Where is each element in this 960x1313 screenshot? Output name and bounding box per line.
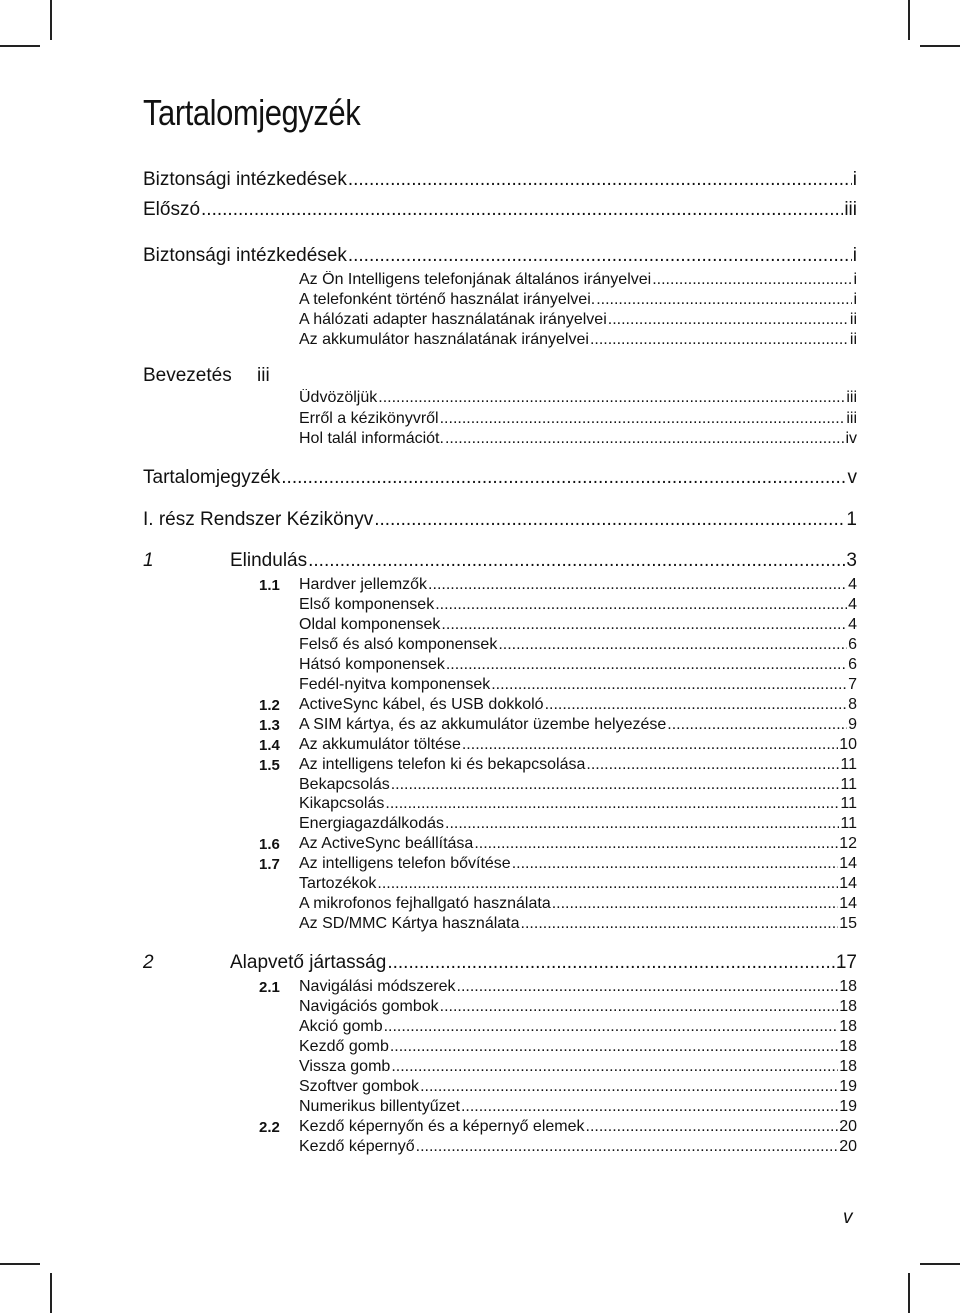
toc-entry-page: 6 bbox=[848, 635, 857, 653]
dot-leader bbox=[608, 311, 849, 329]
toc-entry-label: Az akkumulátor töltése bbox=[299, 735, 461, 753]
dot-leader bbox=[445, 815, 839, 833]
dot-leader bbox=[387, 952, 835, 974]
toc-subentry[interactable] bbox=[299, 978, 857, 996]
toc-entry-label: I. rész Rendszer Kézikönyv bbox=[143, 509, 374, 530]
toc-subentry[interactable] bbox=[299, 1138, 857, 1156]
dot-leader bbox=[596, 291, 852, 309]
toc-entry-label: Oldal komponensek bbox=[299, 615, 441, 633]
dot-leader bbox=[348, 169, 852, 191]
toc-subentry[interactable] bbox=[299, 676, 857, 694]
dot-leader bbox=[457, 978, 839, 996]
dot-leader bbox=[308, 550, 845, 572]
toc-subentry[interactable] bbox=[299, 1058, 857, 1076]
section-number: 1.3 bbox=[259, 716, 280, 734]
crop-mark bbox=[50, 1273, 52, 1313]
toc-chapter[interactable] bbox=[230, 952, 857, 974]
crop-mark bbox=[920, 45, 960, 47]
toc-entry-label: ActiveSync kábel, és USB dokkoló bbox=[299, 695, 544, 713]
toc-entry-page: 18 bbox=[839, 978, 857, 995]
dot-leader bbox=[201, 199, 843, 221]
toc-subentry[interactable] bbox=[299, 410, 857, 428]
toc-entry-label: A hálózati adapter használatának irányelvei bbox=[299, 311, 607, 328]
toc-entry-page: v bbox=[847, 467, 857, 488]
toc-subentry[interactable] bbox=[299, 1018, 857, 1036]
toc-entry-label: Erről a kézikönyvről bbox=[299, 410, 439, 427]
toc-entry-page: 14 bbox=[839, 855, 857, 873]
toc-entry-label: Szoftver gombok bbox=[299, 1078, 420, 1095]
toc-entry-page: 3 bbox=[846, 550, 857, 571]
dot-leader bbox=[281, 467, 846, 489]
toc-entry-label: A SIM kártya, és az akkumulátor üzembe helyezése bbox=[299, 715, 667, 733]
dot-leader bbox=[440, 410, 846, 428]
dot-leader bbox=[428, 576, 847, 594]
dot-leader bbox=[420, 1078, 838, 1096]
toc-entry-label: Felső és alsó komponensek bbox=[299, 635, 498, 653]
toc-subentry[interactable] bbox=[299, 389, 857, 407]
toc-subentry[interactable] bbox=[299, 756, 857, 774]
toc-subentry[interactable] bbox=[299, 875, 857, 893]
toc-entry-page: 11 bbox=[840, 775, 857, 793]
dot-leader bbox=[521, 915, 839, 933]
toc-entry-label: Energiagazdálkodás bbox=[299, 815, 444, 833]
toc-entry-page: 12 bbox=[839, 835, 857, 853]
crop-mark bbox=[908, 1273, 910, 1313]
toc-entry-page: 4 bbox=[848, 595, 857, 613]
dot-leader bbox=[435, 596, 847, 614]
toc-entry-label: Biztonsági intézkedések bbox=[143, 245, 347, 266]
dot-leader bbox=[378, 389, 845, 407]
toc-entry-page: iv bbox=[845, 430, 857, 447]
toc-entry-label: Kezdő képernyőn és a képernyő elemek bbox=[299, 1118, 585, 1135]
toc-entry-page: i bbox=[853, 271, 857, 288]
toc-entry-page: 4 bbox=[848, 576, 857, 593]
dot-leader bbox=[416, 1138, 839, 1156]
toc-entry-page: 4 bbox=[848, 615, 857, 633]
section-number: 1.2 bbox=[259, 696, 280, 714]
toc-entry-label: Tartozékok bbox=[299, 875, 377, 893]
section-number: 1.7 bbox=[259, 856, 280, 874]
toc-entry-label: Üdvözöljük bbox=[299, 389, 378, 406]
toc-entry-label: Fedél-nyitva komponensek bbox=[299, 675, 491, 693]
toc-subentry[interactable] bbox=[299, 291, 857, 309]
dot-leader bbox=[652, 271, 852, 289]
toc-entry-page: 18 bbox=[839, 1038, 857, 1055]
crop-mark bbox=[0, 1263, 40, 1265]
toc-entry-page: 11 bbox=[840, 795, 857, 813]
dot-leader bbox=[391, 776, 840, 794]
toc-entry-label: A telefonként történő használat irányelvei. bbox=[299, 291, 596, 308]
toc-entry-page: 20 bbox=[839, 1118, 857, 1135]
toc-entry-page: i bbox=[852, 245, 857, 266]
toc-entry-label: Az Ön Intelligens telefonjának általános irányelvei bbox=[299, 271, 652, 288]
dot-leader bbox=[512, 855, 839, 873]
toc-entry-label: Előszó bbox=[143, 199, 201, 220]
dot-leader bbox=[590, 331, 849, 349]
toc-subentry[interactable] bbox=[299, 998, 857, 1016]
dot-leader bbox=[441, 616, 847, 634]
toc-entry-page: 17 bbox=[835, 952, 857, 973]
toc-entry-page: i bbox=[853, 291, 857, 308]
toc-entry-label: Az akkumulátor használatának irányelvei bbox=[299, 331, 589, 348]
toc-entry-label[interactable]: Bevezetés bbox=[143, 365, 232, 386]
page-title: Tartalomjegyzék bbox=[143, 92, 361, 133]
toc-entry-page: ii bbox=[849, 331, 857, 348]
toc-entry-label: A mikrofonos fejhallgató használata bbox=[299, 895, 551, 913]
toc-subentry[interactable] bbox=[299, 696, 857, 714]
toc-entry-label: Alapvető jártasság bbox=[230, 952, 387, 973]
toc-entry-label: Navigációs gombok bbox=[299, 998, 439, 1015]
toc-subentry[interactable] bbox=[299, 1078, 857, 1096]
dot-leader bbox=[552, 895, 838, 913]
toc-entry-label: Az intelligens telefon bővítése bbox=[299, 855, 511, 873]
dot-leader bbox=[461, 1098, 838, 1116]
toc-subentry[interactable] bbox=[299, 311, 857, 329]
toc-entry-label: Hátsó komponensek bbox=[299, 655, 445, 673]
toc-entry-label: Az ActiveSync beállítása bbox=[299, 835, 474, 853]
toc-entry-page: iii bbox=[257, 365, 270, 386]
toc-entry-label: Bekapcsolás bbox=[299, 775, 390, 793]
toc-chapter[interactable] bbox=[230, 550, 857, 572]
crop-mark bbox=[50, 0, 52, 40]
toc-subentry[interactable] bbox=[299, 915, 857, 933]
toc-entry-page: 11 bbox=[840, 815, 857, 833]
toc-entry-label: Elindulás bbox=[230, 550, 308, 571]
toc-subentry[interactable] bbox=[299, 576, 857, 594]
toc-entry-page: iii bbox=[846, 410, 857, 427]
toc-subentry[interactable] bbox=[299, 1038, 857, 1056]
toc-entry-label: Kikapcsolás bbox=[299, 795, 385, 813]
chapter-number: 1 bbox=[143, 550, 154, 571]
section-number: 1.6 bbox=[259, 836, 280, 854]
toc-entry-page: 15 bbox=[839, 915, 857, 933]
toc-entry-page: 18 bbox=[839, 1058, 857, 1075]
toc-part[interactable] bbox=[143, 509, 857, 531]
toc-subentry[interactable] bbox=[299, 596, 857, 614]
toc-entry-label: Vissza gomb bbox=[299, 1058, 391, 1075]
section-number: 2.2 bbox=[259, 1119, 280, 1136]
dot-leader bbox=[474, 835, 838, 853]
dot-leader bbox=[545, 696, 848, 714]
page-number: v bbox=[843, 1207, 853, 1228]
toc-entry-page: iii bbox=[844, 199, 857, 220]
toc-entry-page: 20 bbox=[839, 1138, 857, 1155]
dot-leader bbox=[667, 716, 847, 734]
toc-subentry[interactable] bbox=[299, 271, 857, 289]
toc-subentry[interactable] bbox=[299, 895, 857, 913]
section-number: 1.5 bbox=[259, 756, 280, 774]
dot-leader bbox=[446, 656, 847, 674]
toc-subentry[interactable] bbox=[299, 795, 857, 813]
toc-entry-label: Kezdő képernyő bbox=[299, 1138, 415, 1155]
dot-leader bbox=[491, 676, 847, 694]
toc-entry-label: Hol talál információt. bbox=[299, 430, 444, 447]
toc-subentry[interactable] bbox=[299, 855, 857, 873]
toc-entry-page: 18 bbox=[839, 1018, 857, 1035]
crop-mark bbox=[920, 1263, 960, 1265]
crop-mark bbox=[908, 0, 910, 40]
section-number: 1.1 bbox=[259, 577, 280, 594]
section-number: 2.1 bbox=[259, 979, 280, 996]
toc-subentry[interactable] bbox=[299, 1118, 857, 1136]
dot-leader bbox=[377, 875, 838, 893]
toc-entry-page: 1 bbox=[846, 509, 857, 530]
toc-subentry[interactable] bbox=[299, 835, 857, 853]
toc-subentry[interactable] bbox=[299, 776, 857, 794]
toc-entry-label: Kezdő gomb bbox=[299, 1038, 389, 1055]
toc-entry-label: Első komponensek bbox=[299, 595, 435, 613]
chapter-number: 2 bbox=[143, 952, 154, 973]
toc-entry-page: 11 bbox=[840, 755, 857, 773]
section-number: 1.4 bbox=[259, 736, 280, 754]
dot-leader bbox=[374, 509, 845, 531]
toc-entry-page: 14 bbox=[839, 875, 857, 893]
toc-subentry[interactable] bbox=[299, 736, 857, 754]
toc-entry-page: 19 bbox=[839, 1098, 857, 1115]
toc-entry[interactable] bbox=[143, 169, 857, 191]
dot-leader bbox=[348, 245, 852, 267]
toc-entry-page: 19 bbox=[839, 1078, 857, 1095]
toc-entry-page: ii bbox=[849, 311, 857, 328]
toc-entry-label: Akció gomb bbox=[299, 1018, 383, 1035]
toc-subentry[interactable] bbox=[299, 656, 857, 674]
toc-entry-label: Navigálási módszerek bbox=[299, 978, 456, 995]
toc-entry-page: 18 bbox=[839, 998, 857, 1015]
toc-entry-page: 7 bbox=[848, 675, 857, 693]
toc-entry-page: 8 bbox=[848, 695, 857, 713]
dot-leader bbox=[390, 1038, 838, 1056]
crop-mark bbox=[0, 45, 40, 47]
dot-leader bbox=[445, 430, 844, 448]
dot-leader bbox=[586, 756, 839, 774]
toc-entry-label: Numerikus billentyűzet bbox=[299, 1098, 460, 1115]
dot-leader bbox=[391, 1058, 838, 1076]
toc-entry-label: Tartalomjegyzék bbox=[143, 467, 281, 488]
toc-entry-page: 14 bbox=[839, 895, 857, 913]
toc-entry-label: Biztonsági intézkedések bbox=[143, 169, 347, 190]
toc-subentry[interactable] bbox=[299, 1098, 857, 1116]
dot-leader bbox=[462, 736, 838, 754]
toc-entry-label: Hardver jellemzők bbox=[299, 576, 428, 593]
toc-subentry[interactable] bbox=[299, 430, 857, 448]
toc-subentry[interactable] bbox=[299, 636, 857, 654]
toc-entry-page: i bbox=[852, 169, 857, 190]
toc-entry[interactable] bbox=[143, 245, 857, 267]
toc-subentry[interactable] bbox=[299, 331, 857, 349]
toc-entry-page: 10 bbox=[839, 735, 857, 753]
toc-entry-page: 9 bbox=[848, 715, 857, 733]
dot-leader bbox=[586, 1118, 839, 1136]
toc-entry[interactable] bbox=[143, 467, 857, 489]
dot-leader bbox=[384, 1018, 839, 1036]
dot-leader bbox=[498, 636, 847, 654]
toc-entry-page: iii bbox=[846, 389, 857, 406]
toc-entry-label: Az intelligens telefon ki és bekapcsolása bbox=[299, 755, 586, 773]
toc-subentry[interactable] bbox=[299, 616, 857, 634]
toc-subentry[interactable] bbox=[299, 716, 857, 734]
toc-entry[interactable] bbox=[143, 199, 857, 221]
toc-subentry[interactable] bbox=[299, 815, 857, 833]
toc-entry-page: 6 bbox=[848, 655, 857, 673]
toc-entry-label: Az SD/MMC Kártya használata bbox=[299, 915, 520, 933]
dot-leader bbox=[440, 998, 839, 1016]
dot-leader bbox=[385, 795, 839, 813]
